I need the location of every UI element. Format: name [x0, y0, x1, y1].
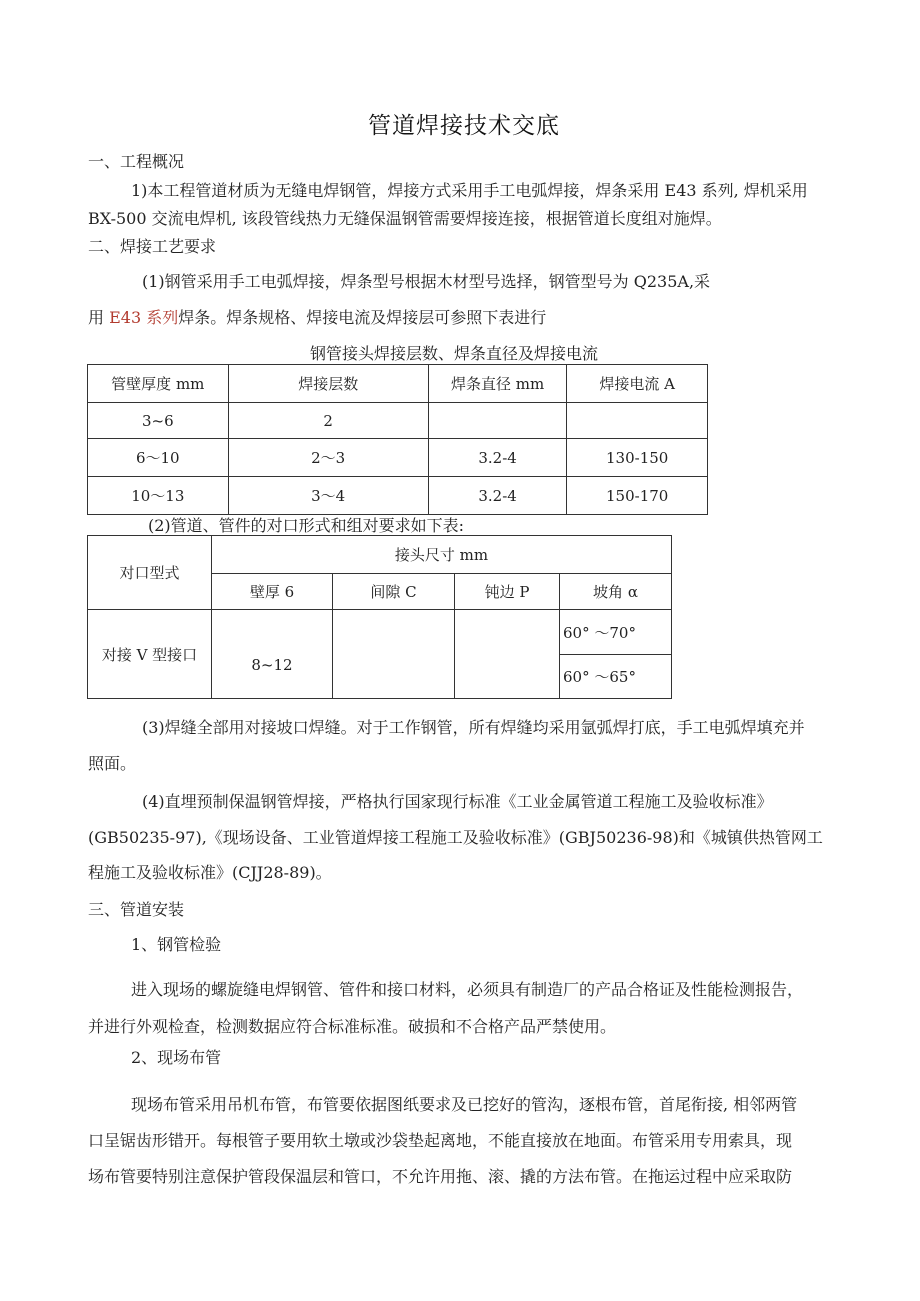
table-cell: 60° ～70°: [560, 610, 672, 655]
table-header-cell: 钝边 P: [455, 574, 560, 610]
joint-form-table: [87, 535, 672, 699]
table-header-cell: 焊接电流 A: [567, 365, 708, 403]
page-title: 管道焊接技术交底: [368, 113, 560, 139]
highlighted-electrode-series: E43 系列: [109, 308, 179, 327]
table-cell: 3.2-4: [428, 439, 567, 477]
table-cell: 150-170: [567, 477, 708, 515]
table-cell: 130-150: [567, 439, 708, 477]
section-2-paragraph-2: (2)管道、管件的对口形式和组对要求如下表:: [148, 516, 465, 535]
table-header-cell: 间隙 C: [333, 574, 455, 610]
table-header-cell: 管壁厚度 mm: [88, 365, 229, 403]
section-2-paragraph-4-line-2: (GB50235-97),《现场设备、工业管道焊接工程施工及验收标准》(GBJ50236-98)和《城镇供热管网工: [88, 828, 823, 847]
table-cell: 对接 V 型接口: [88, 610, 212, 699]
table-header-cell: 对口型式: [88, 536, 212, 610]
table-row: [88, 403, 708, 439]
section-1-heading: 一、工程概况: [88, 152, 185, 171]
section-2-paragraph-4-line-1: (4)直埋预制保温钢管焊接，严格执行国家现行标准《工业金属管道工程施工及验收标准》: [142, 792, 773, 811]
section-3-heading: 三、管道安装: [88, 900, 185, 919]
text-segment: 用: [88, 308, 110, 327]
table-row: [88, 610, 672, 655]
table-cell: 60° ～65°: [560, 655, 672, 699]
table-cell: [333, 610, 455, 699]
table-header-cell: 接头尺寸 mm: [212, 536, 672, 574]
table-header-cell: 焊接层数: [228, 365, 428, 403]
section-2-paragraph-1-line-2: [88, 310, 546, 326]
subsection-onsite-pipe-laying: 2、现场布管: [131, 1048, 222, 1067]
subsection-1-line-2: 并进行外观检查，检测数据应符合标准标准。破损和不合格产品严禁使用。: [88, 1017, 617, 1036]
subsection-2-line-3: 场布管要特别注意保护管段保温层和管口，不允许用拖、滚、撬的方法布管。在拖运过程中应采取防: [88, 1167, 793, 1186]
subsection-2-line-2: 口呈锯齿形错开。每根管子要用软土墩或沙袋垫起离地，不能直接放在地面。布管采用专用索具，现: [88, 1131, 793, 1150]
section-1-paragraph-line-1: 1)本工程管道材质为无缝电焊钢管，焊接方式采用手工电弧焊接，焊条采用 E43 系列, 焊机采用: [131, 181, 808, 200]
table-1-caption: 钢管接头焊接层数、焊条直径及焊接电流: [310, 344, 599, 363]
subsection-2-line-1: 现场布管采用吊机布管，布管要依据图纸要求及已挖好的管沟，逐根布管，首尾衔接, 相邻两管: [131, 1095, 798, 1114]
table-cell: 2～3: [228, 439, 428, 477]
table-cell: 3~6: [88, 403, 229, 439]
table-cell: [567, 403, 708, 439]
table-header-cell: 壁厚 6: [212, 574, 333, 610]
text-segment: 焊条。焊条规格、焊接电流及焊接层可参照下表进行: [178, 308, 547, 327]
table-cell: 3.2-4: [428, 477, 567, 515]
section-2-paragraph-1-line-1: (1)钢管采用手工电弧焊接，焊条型号根据木材型号选择，钢管型号为 Q235A,采: [142, 272, 711, 291]
table-cell: [428, 403, 567, 439]
table-header-cell: 焊条直径 mm: [428, 365, 567, 403]
table-cell: 8~12: [212, 610, 333, 699]
section-2-paragraph-4-line-3: 程施工及验收标准》(CJJ28-89)。: [88, 863, 332, 882]
section-1-paragraph-line-2: BX-500 交流电焊机, 该段管线热力无缝保温钢管需要焊接连接，根据管道长度组对施焊。: [88, 209, 722, 228]
subsection-1-line-1: 进入现场的螺旋缝电焊钢管、管件和接口材料，必须具有制造厂的产品合格证及性能检测报告，: [131, 980, 804, 999]
section-2-heading: 二、焊接工艺要求: [88, 237, 217, 256]
table-cell: 3～4: [228, 477, 428, 515]
section-2-paragraph-3-line-1: (3)焊缝全部用对接坡口焊缝。对于工作钢管，所有焊缝均采用氩弧焊打底，手工电弧焊填充并: [142, 718, 805, 737]
table-row: [88, 477, 708, 515]
table-cell: 2: [228, 403, 428, 439]
subsection-steel-pipe-inspection: 1、钢管检验: [131, 935, 222, 954]
table-cell: 6～10: [88, 439, 229, 477]
table-cell: 10～13: [88, 477, 229, 515]
table-cell: [455, 610, 560, 699]
table-header-cell: 坡角 α: [560, 574, 672, 610]
welding-parameters-table: [87, 364, 708, 515]
section-2-paragraph-3-line-2: 照面。: [88, 754, 137, 773]
table-row: [88, 439, 708, 477]
